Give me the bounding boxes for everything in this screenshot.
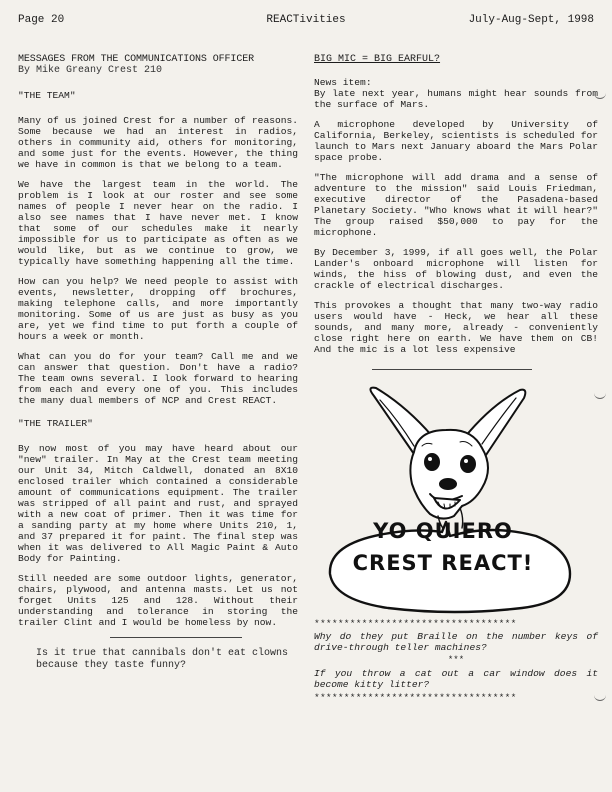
publication-name: REACTivities [266,14,346,26]
section-heading-trailer: "THE TRAILER" [18,418,93,429]
paragraph: What can you do for your team? Call me and we can answer that question. Don't have a radio? The team owns several. I look forward to hearing from each and every one of you. This includes the many dual members of NCP and Crest REACT. [18,351,298,406]
paragraph: Many of us joined Crest for a number of reasons. Some because we had an interest in radios, others in community aid, others for monitoring, and some just for the events. However, the thing we have in common is that we belong to a team. [18,115,298,170]
article-title: MESSAGES FROM THE COMMUNICATIONS OFFICER [18,54,255,65]
right-column [314,54,598,703]
punch-hole-mark [594,92,606,99]
page-header [18,14,594,28]
cartoon-caption-line2: CREST REACT! [352,551,534,575]
star-divider: ********************************** [314,618,517,629]
paragraph: A microphone developed by University of California, Berkeley, scientists is scheduled for launch to Mars next January aboard the Mars Polar space probe. [314,119,598,163]
article-byline: By Mike Greany Crest 210 [18,65,163,76]
joke-text: If you throw a cat out a car window does it become kitty litter? [314,668,598,690]
joke-text: Is it true that cannibals don't eat clowns because they taste funny? [36,648,289,671]
left-column [18,54,298,672]
issue-date: July-Aug-Sept, 1998 [468,14,594,26]
page-number: Page 20 [18,14,65,26]
joke-text: Why do they put Braille on the number keys of drive-through teller machines? [314,631,598,653]
paragraph: By late next year, humans might hear sounds from the surface of Mars. [314,88,598,110]
cartoon-caption-line1: YO QUIERO [373,519,513,543]
paragraph: By now most of you may have heard about our "new" trailer. In May at the Crest team meeting our Unit 34, Mitch Caldwell, donated an 8X10 enclosed trailer which contained a considerable amount of communications equipment. The trailer was stripped of all paint and rust, and sprayed with a new coat of primer. Then it was time for a sanding party at my home where Units 210, 1, and 37 prepared it for paint. The final step was when it was delivered to All Magic Paint & Auto Body for Painting. [18,443,298,564]
paragraph: How can you help? We need people to assist with events, newsletter, dropping off brochures, making telephone calls, and more importantly monitoring. Some of us are just as busy as you are, yet we find time to put forth a couple of hours a week or month. [18,276,298,342]
divider [110,637,242,638]
section-heading-team: "THE TEAM" [18,90,76,101]
paragraph: This provokes a thought that many two-way radio users would have - Heck, we hear all these sounds, and many more, already - conveniently close right here on earth. We have them on CB! And the mic is a lot less expensive [314,300,598,355]
punch-hole-mark [594,694,606,701]
chihuahua-cartoon [314,376,584,618]
star-separator: *** [447,655,465,665]
paragraph: "The microphone will add drama and a sense of adventure to the mission" said Louis Friedman, executive director of the Pasadena-based Planetary Society. "Who knows what it will hear?" The group raised $50,000 to pay for the microphone. [314,172,598,238]
chihuahua-illustration [314,376,584,618]
paragraph: By December 3, 1999, if all goes well, the Polar Lander's onboard microphone will listen for winds, the hiss of blowing dust, and even the crackle of electrical discharges. [314,247,598,291]
article-title: BIG MIC = BIG EARFUL? [314,54,441,65]
star-divider: ********************************** [314,692,517,703]
paragraph: We have the largest team in the world. The problem is I look at our roster and see some names of people I never hear on the radio. I also see names that I have never met. I know that some of our schedules make it nearly impossible for us to participate as often as we would like, but as we continue to grow, we typically have something happening all the time. [18,179,298,267]
divider [372,369,532,370]
news-label: News item: [314,77,372,88]
punch-hole-mark [594,392,606,399]
paragraph: Still needed are some outdoor lights, generator, chairs, plywood, and antenna masts. Let us not forget Units 125 and 128. Without their understanding and tolerance in storing the trailer Clint and I would be homeless by now. [18,573,298,628]
